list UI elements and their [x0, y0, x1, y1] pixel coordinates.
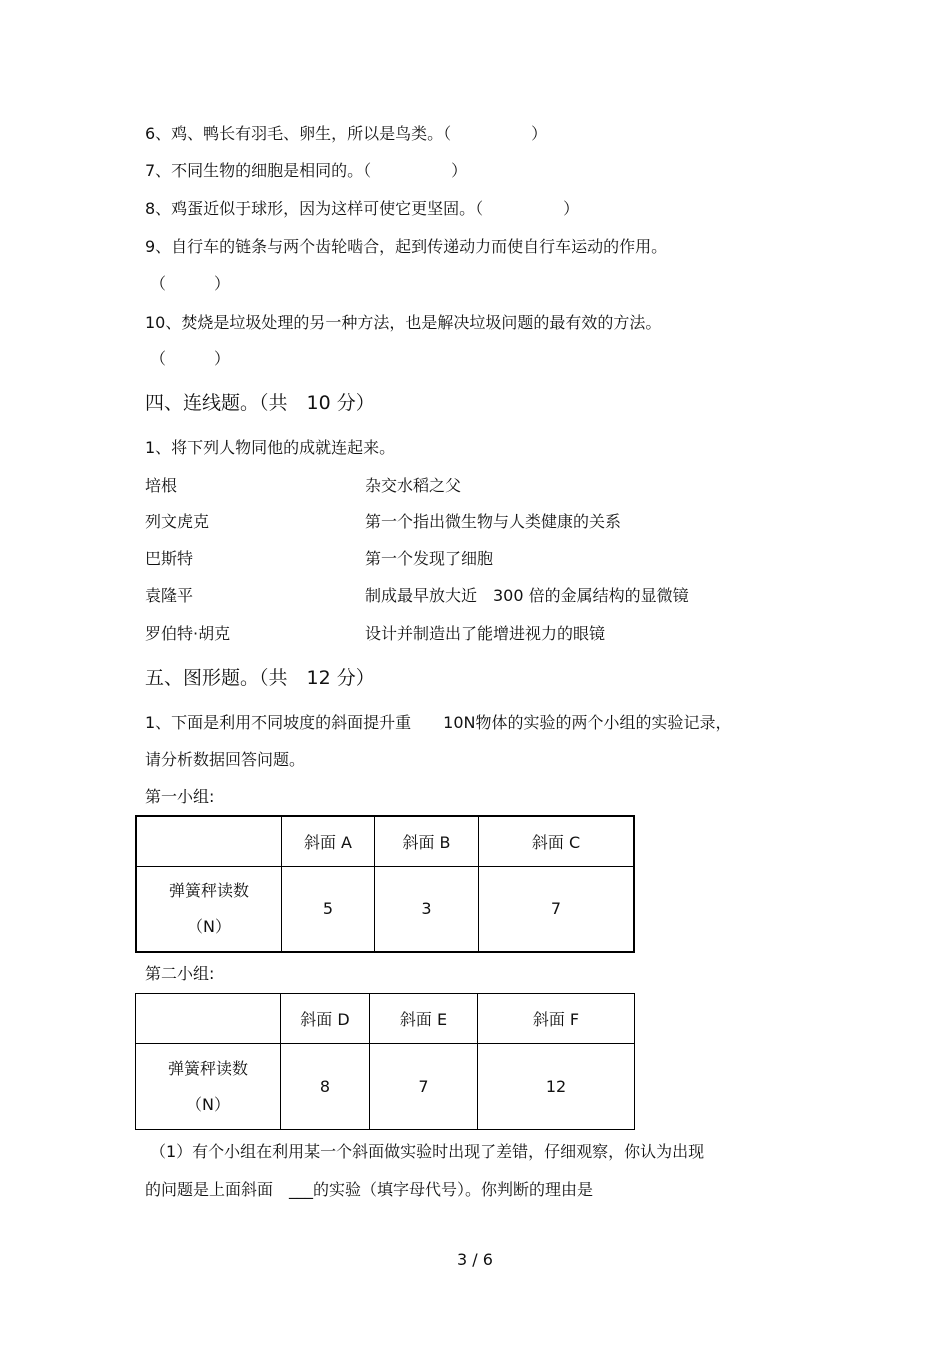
row-label-line2: （N）	[186, 1094, 230, 1114]
tf-item-10: 10、焚烧是垃圾处理的另一种方法，也是解决垃圾问题的最有效的方法。	[145, 313, 662, 332]
group2-table	[135, 993, 635, 1130]
table-cell: 5	[282, 866, 375, 952]
matching-right-item: 第一个指出微生物与人类健康的关系	[365, 512, 622, 531]
table-header-cell: 斜面 B	[375, 816, 479, 866]
matching-left-item: 袁隆平	[145, 586, 194, 605]
tf-item-6: 6、鸡、鸭长有羽毛、卵生，所以是鸟类。（ ）	[145, 124, 548, 143]
matching-question: 1、将下列人物同他的成就连起来。	[145, 438, 396, 457]
tf-item-7: 7、不同生物的细胞是相同的。（ ）	[145, 161, 468, 180]
table-header-cell: 斜面 D	[281, 994, 370, 1044]
table-cell: 7	[479, 866, 635, 952]
table-row	[136, 1044, 635, 1130]
matching-right-item: 第一个发现了细胞	[365, 549, 494, 568]
matching-right-item: 制成最早放大近 300 倍的金属结构的显微镜	[365, 586, 689, 605]
group2-label: 第二小组:	[145, 964, 215, 983]
table-cell: 7	[370, 1044, 478, 1130]
tf-item-9-answer: （ ）	[150, 274, 231, 293]
table-header-cell: 斜面 C	[479, 816, 635, 866]
row-label-line1: 弹簧秤读数	[168, 880, 249, 900]
table-header-cell: 斜面 A	[282, 816, 375, 866]
table-row-label	[136, 866, 282, 952]
row-label-line1: 弹簧秤读数	[167, 1058, 248, 1078]
row-label-line2: （N）	[187, 916, 231, 936]
sub-question-line1: （1）有个小组在利用某一个斜面做实验时出现了差错，仔细观察，你认为出现	[150, 1142, 705, 1161]
tf-item-8: 8、鸡蛋近似于球形，因为这样可使它更坚固。（ ）	[145, 199, 580, 218]
matching-left-item: 罗伯特·胡克	[145, 624, 231, 643]
tf-item-9: 9、自行车的链条与两个齿轮啮合，起到传递动力而使自行车运动的作用。	[145, 237, 668, 256]
table-cell: 12	[478, 1044, 635, 1130]
sub-question-line2: 的问题是上面斜面 ___的实验（填字母代号）。你判断的理由是	[145, 1180, 594, 1199]
table-header-cell: 斜面 F	[478, 994, 635, 1044]
matching-right-item: 设计并制造出了能增进视力的眼镜	[365, 624, 606, 643]
figure-question-line1: 1、下面是利用不同坡度的斜面提升重 10N物体的实验的两个小组的实验记录，	[145, 713, 732, 732]
group1-table	[135, 815, 635, 953]
group1-label: 第一小组:	[145, 787, 215, 806]
tf-item-10-answer: （ ）	[150, 349, 231, 368]
page-number: 3 / 6	[457, 1250, 493, 1269]
table-cell: 8	[281, 1044, 370, 1130]
matching-right-item: 杂交水稻之父	[365, 476, 462, 495]
table-header-row	[136, 994, 635, 1044]
table-row	[136, 866, 634, 952]
matching-left-item: 列文虎克	[145, 512, 210, 531]
matching-left-item: 巴斯特	[145, 549, 194, 568]
table-header-cell	[136, 994, 281, 1044]
table-header-cell	[136, 816, 282, 866]
table-row-label	[136, 1044, 281, 1130]
section-heading-matching: 四、连线题。（共 10 分）	[145, 392, 375, 414]
table-cell: 3	[375, 866, 479, 952]
figure-question-line2: 请分析数据回答问题。	[145, 750, 306, 769]
matching-left-item: 培根	[145, 476, 178, 495]
table-header-cell: 斜面 E	[370, 994, 478, 1044]
section-heading-figure: 五、图形题。（共 12 分）	[145, 667, 375, 689]
table-header-row	[136, 816, 634, 866]
